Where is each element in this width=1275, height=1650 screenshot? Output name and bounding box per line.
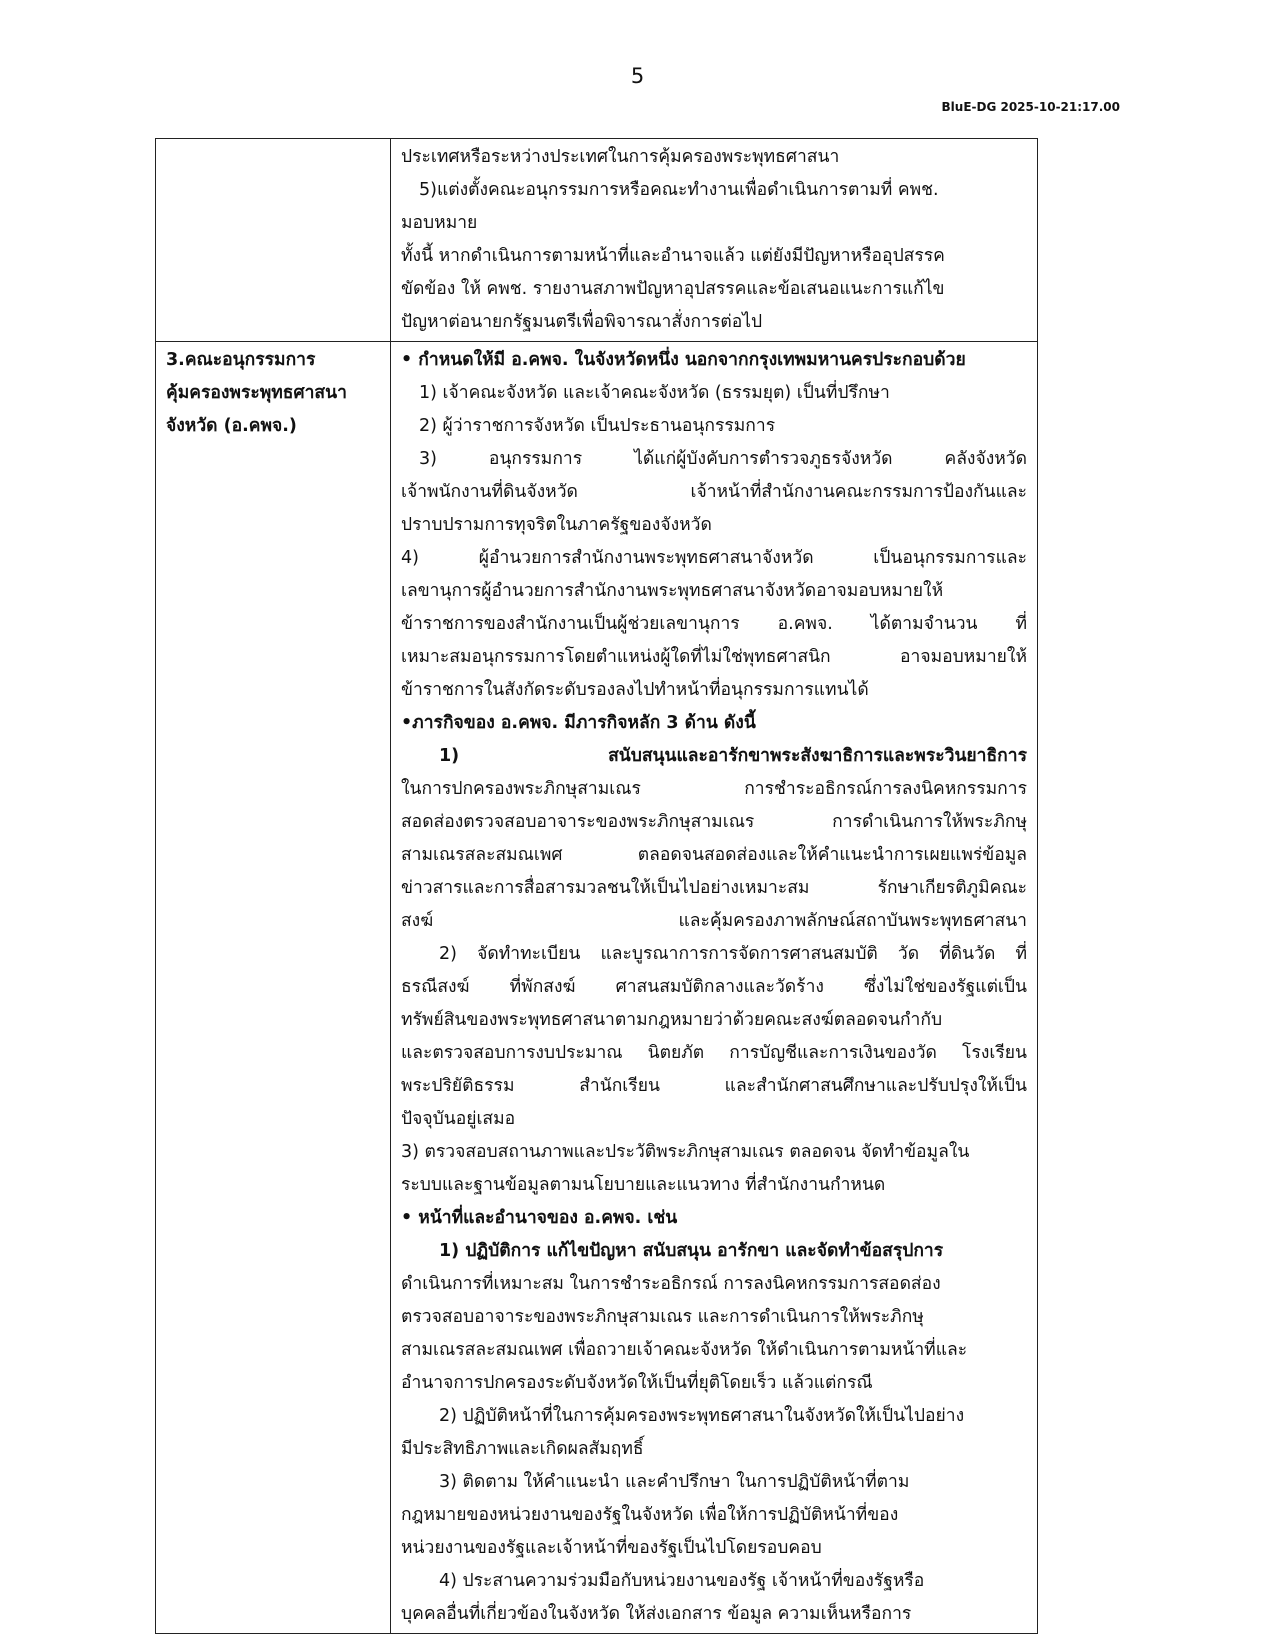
text-line: 1) เจ้าคณะจังหวัด และเจ้าคณะจังหวัด (ธรรมยุต) เป็นที่ปรึกษา — [419, 383, 890, 403]
text-line: สามเณรสละสมณเพศ ตลอดจนสอดส่องและให้คำแนะนำการเผยแพร่ข้อมูล — [401, 845, 1027, 865]
text-line: ธรณีสงฆ์ ที่พักสงฆ์ ศาสนสมบัติกลางและวัดร้าง ซึ่งไม่ใช่ของรัฐแต่เป็น — [401, 977, 1027, 997]
text-line: ทั้งนี้ หากดำเนินการตามหน้าที่และอำนาจแล้ว แต่ยังมีปัญหาหรืออุปสรรค — [401, 246, 945, 266]
text-line: ทรัพย์สินของพระพุทธศาสนาตามกฎหมายว่าด้วยคณะสงฆ์ตลอดจนกำกับ — [401, 1010, 943, 1030]
document-code: BluE-DG 2025-10-21:17.00 — [941, 100, 1120, 114]
text-line: ปัจจุบันอยู่เสมอ — [401, 1109, 516, 1129]
bullet-heading: • กำหนดให้มี อ.คพจ. ในจังหวัดหนึ่ง นอกจากกรุงเทพมหานครประกอบด้วย — [401, 350, 966, 370]
committee-title: คุ้มครองพระพุทธศาสนา — [166, 383, 347, 403]
page-number: 5 — [630, 64, 645, 88]
text-line: 3) ตรวจสอบสถานภาพและประวัติพระภิกษุสามเณร ตลอดจน จัดทำข้อมูลใน — [401, 1142, 970, 1162]
text-line: สงฆ์ และคุ้มครองภาพลักษณ์สถาบันพระพุทธศาสนา — [401, 911, 1027, 931]
text-line: พระปริยัติธรรม สำนักเรียน และสำนักศาสนศึกษาและปรับปรุงให้เป็น — [401, 1076, 1027, 1096]
text-line: เหมาะสมอนุกรรมการโดยตำแหน่งผู้ใดที่ไม่ใช่พุทธศาสนิก อาจมอบหมายให้ — [401, 647, 1027, 667]
committee-title: 3.คณะอนุกรรมการ — [166, 350, 316, 370]
text-line: 5)แต่งตั้งคณะอนุกรรมการหรือคณะทำงานเพื่อดำเนินการตามที่ คพช. — [419, 180, 939, 200]
text-line: บุคคลอื่นที่เกี่ยวข้องในจังหวัด ให้ส่งเอกสาร ข้อมูล ความเห็นหรือการ — [401, 1604, 912, 1624]
text-line: อำนาจการปกครองระดับจังหวัดให้เป็นที่ยุติโดยเร็ว แล้วแต่กรณี — [401, 1373, 873, 1393]
text-line: กฎหมายของหน่วยงานของรัฐในจังหวัด เพื่อให้การปฏิบัติหน้าที่ของ — [401, 1505, 899, 1525]
committee-name-cell — [156, 342, 391, 1634]
bullet-heading: • หน้าที่และอำนาจของ อ.คพจ. เช่น — [401, 1208, 678, 1228]
text-line: 1) ปฏิบัติการ แก้ไขปัญหา สนับสนุน อารักขา และจัดทำข้อสรุปการ — [439, 1241, 944, 1261]
text-line: 3) อนุกรรมการ ได้แก่ผู้บังคับการตำรวจภูธรจังหวัด คลังจังหวัด — [419, 449, 1027, 469]
text-line: ปราบปรามการทุจริตในภาครัฐของจังหวัด — [401, 515, 712, 535]
text-line: 1) สนับสนุนและอารักขาพระสังฆาธิการและพระวินยาธิการ — [439, 746, 1027, 766]
bullet-heading: •ภารกิจของ อ.คพจ. มีภารกิจหลัก 3 ด้าน ดังนี้ — [401, 713, 756, 733]
text-line: เลขานุการผู้อำนวยการสำนักงานพระพุทธศาสนาจังหวัดอาจมอบหมายให้ — [401, 581, 944, 601]
text-line: ขัดข้อง ให้ คพช. รายงานสภาพปัญหาอุปสรรคและข้อเสนอแนะการแก้ไข — [401, 279, 945, 299]
committee-detail-cell — [391, 139, 1038, 342]
text-line: 4) ผู้อำนวยการสำนักงานพระพุทธศาสนาจังหวัด เป็นอนุกรรมการและ — [401, 548, 1027, 568]
committee-name-cell — [156, 139, 391, 342]
text-line: สอดส่องตรวจสอบอาจาระของพระภิกษุสามเณร การดำเนินการให้พระภิกษุ — [401, 812, 1027, 832]
committee-detail-cell — [391, 342, 1038, 1634]
text-line: 2) ปฏิบัติหน้าที่ในการคุ้มครองพระพุทธศาสนาในจังหวัดให้เป็นไปอย่าง — [439, 1406, 965, 1426]
committee-title: จังหวัด (อ.คพจ.) — [166, 416, 297, 436]
text-line: 3) ติดตาม ให้คำแนะนำ และคำปรึกษา ในการปฏิบัติหน้าที่ตาม — [439, 1472, 910, 1492]
text-line: ในการปกครองพระภิกษุสามเณร การชำระอธิกรณ์การลงนิคหกรรมการ — [401, 779, 1027, 799]
text-line: เจ้าพนักงานที่ดินจังหวัด เจ้าหน้าที่สำนักงานคณะกรรมการป้องกันและ — [401, 482, 1027, 502]
text-line: ประเทศหรือระหว่างประเทศในการคุ้มครองพระพุทธศาสนา — [401, 147, 840, 167]
committee-table — [155, 138, 1038, 1634]
table-row — [156, 342, 1038, 1634]
text-line: 4) ประสานความร่วมมือกับหน่วยงานของรัฐ เจ้าหน้าที่ของรัฐหรือ — [439, 1571, 925, 1591]
text-line: ปัญหาต่อนายกรัฐมนตรีเพื่อพิจารณาสั่งการต่อไป — [401, 312, 763, 332]
text-line: หน่วยงานของรัฐและเจ้าหน้าที่ของรัฐเป็นไปโดยรอบคอบ — [401, 1538, 822, 1558]
text-line: 2) ผู้ว่าราชการจังหวัด เป็นประธานอนุกรรมการ — [419, 416, 776, 436]
text-line: 2) จัดทำทะเบียน และบูรณาการการจัดการศาสนสมบัติ วัด ที่ดินวัด ที่ — [439, 944, 1027, 964]
text-line: ข้าราชการของสำนักงานเป็นผู้ช่วยเลขานุการ อ.คพจ. ได้ตามจำนวน ที่ — [401, 614, 1027, 634]
text-line: ข่าวสารและการสื่อสารมวลชนให้เป็นไปอย่างเหมาะสม รักษาเกียรติภูมิคณะ — [401, 878, 1027, 898]
text-line: มอบหมาย — [401, 213, 478, 233]
text-line: และตรวจสอบการงบประมาณ นิตยภัต การบัญชีและการเงินของวัด โรงเรียน — [401, 1043, 1027, 1063]
text-line: มีประสิทธิภาพและเกิดผลสัมฤทธิ์ — [401, 1439, 644, 1459]
text-line: ระบบและฐานข้อมูลตามนโยบายและแนวทาง ที่สำนักงานกำหนด — [401, 1175, 886, 1195]
text-line: ดำเนินการที่เหมาะสม ในการชำระอธิกรณ์ การลงนิคหกรรมการสอดส่อง — [401, 1274, 941, 1294]
text-line: ข้าราชการในสังกัดระดับรองลงไปทำหน้าที่อนุกรรมการแทนได้ — [401, 680, 869, 700]
text-line: ตรวจสอบอาจาระของพระภิกษุสามเณร และการดำเนินการให้พระภิกษุ — [401, 1307, 924, 1327]
table-row — [156, 139, 1038, 342]
text-line: สามเณรสละสมณเพศ เพื่อถวายเจ้าคณะจังหวัด ให้ดำเนินการตามหน้าที่และ — [401, 1340, 968, 1360]
